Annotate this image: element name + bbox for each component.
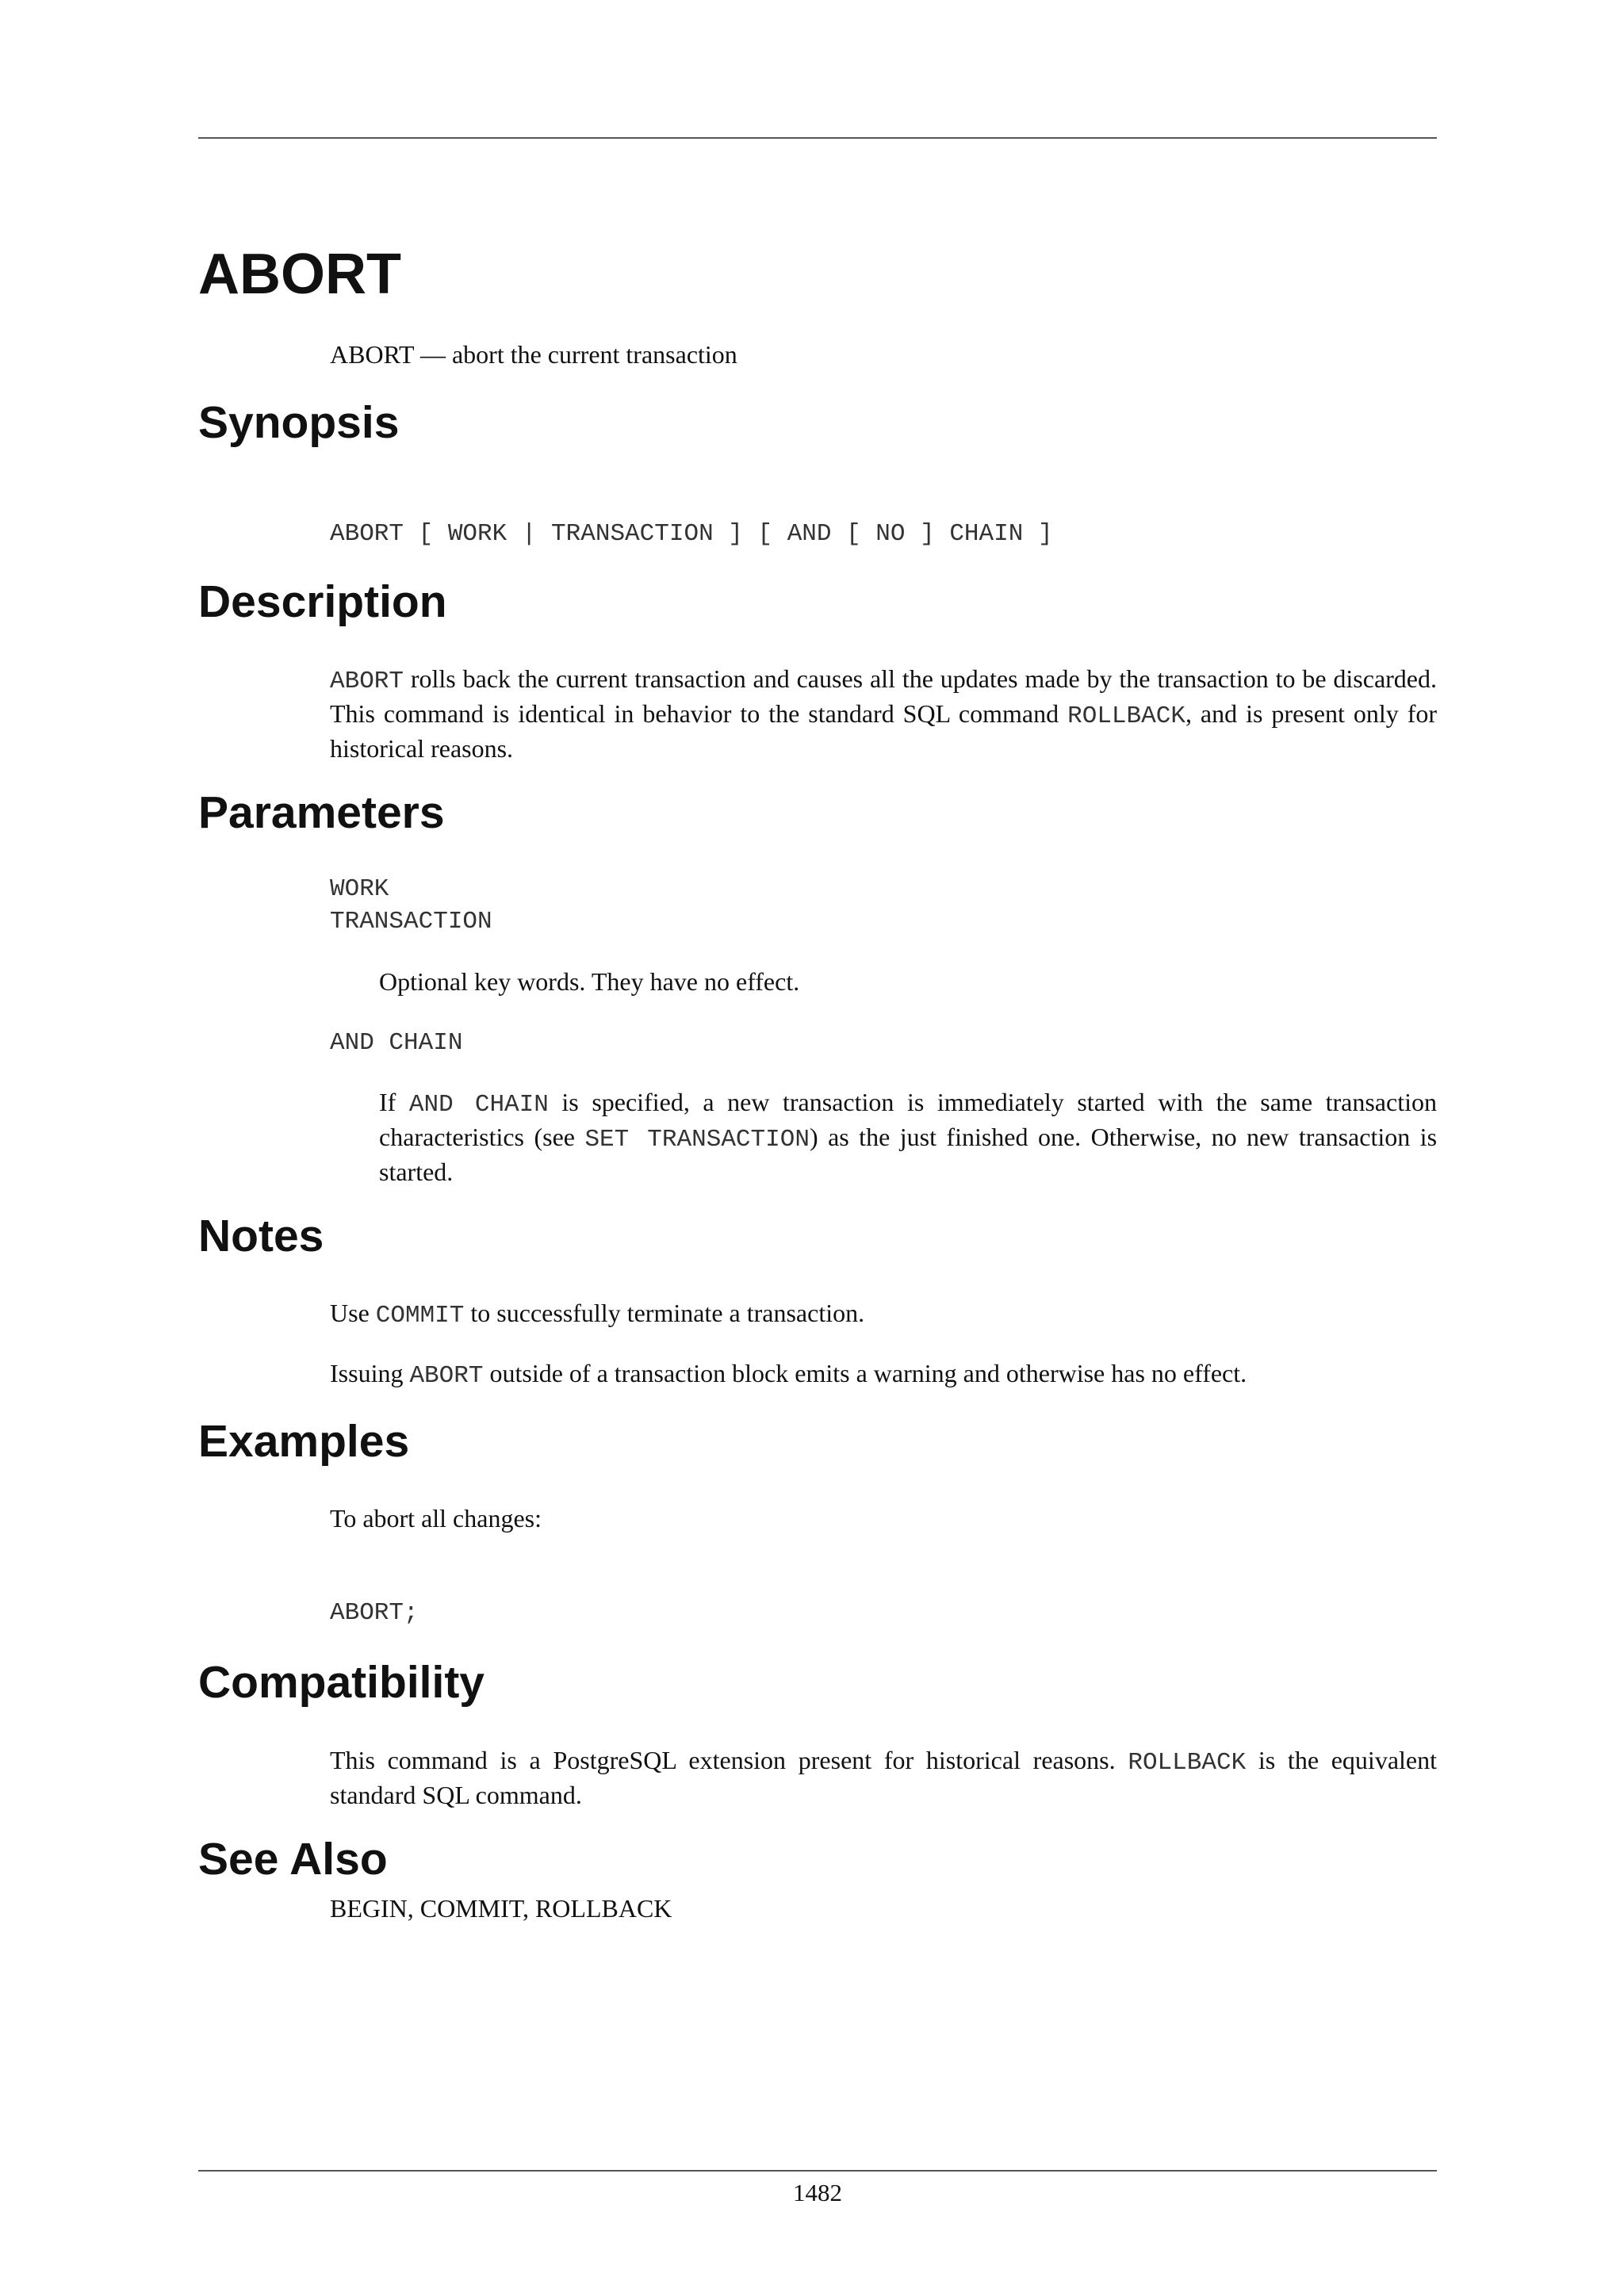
param-term-and-chain: AND CHAIN	[330, 1029, 463, 1057]
example-intro: To abort all changes:	[330, 1504, 542, 1533]
example-code: ABORT;	[330, 1599, 419, 1627]
note-abort-outside: Issuing ABORT outside of a transaction block emits a warning and otherwise has no effect.	[330, 1359, 1247, 1390]
page-number: 1482	[793, 2179, 842, 2206]
param-definition-chain: If AND CHAIN is specified, a new transaction is immediately started with the same transaction characteristics (see SET TRANSACTION) as the just finished one. Otherwise, no new transaction is started.	[379, 1088, 1438, 1186]
heading-examples: Examples	[198, 1416, 410, 1467]
footer-rule	[198, 2170, 1437, 2172]
param-term-transaction: TRANSACTION	[330, 908, 492, 936]
description-paragraph: ABORT rolls back the current transaction and causes all the updates made by the transaction to be discarded. This command is identical in behavior to the standard SQL command ROLLBACK, and is present only for historical reasons.	[330, 664, 1438, 763]
param-definition-optional: Optional key words. They have no effect.	[379, 967, 800, 996]
synopsis-code: ABORT [ WORK | TRANSACTION ] [ AND [ NO ] CHAIN ]	[330, 520, 1053, 548]
page-title: ABORT	[198, 243, 401, 306]
command-abort: ABORT	[330, 668, 404, 695]
param-term-work: WORK	[330, 875, 389, 903]
see-also-links[interactable]: BEGIN, COMMIT, ROLLBACK	[330, 1894, 672, 1923]
heading-compatibility: Compatibility	[198, 1657, 485, 1708]
link-set-transaction[interactable]: SET TRANSACTION	[584, 1126, 810, 1154]
heading-parameters: Parameters	[198, 787, 445, 838]
refpurpose: ABORT — abort the current transaction	[330, 340, 737, 369]
heading-see-also: See Also	[198, 1834, 388, 1885]
note-commit: Use COMMIT to successfully terminate a transaction.	[330, 1299, 865, 1330]
header-rule	[198, 137, 1437, 139]
heading-description: Description	[198, 576, 447, 627]
heading-synopsis: Synopsis	[198, 397, 400, 448]
link-commit[interactable]: COMMIT	[375, 1302, 465, 1330]
compatibility-paragraph: This command is a PostgreSQL extension present for historical reasons. ROLLBACK is the equivalent standard SQL command.	[330, 1746, 1438, 1809]
link-rollback[interactable]: ROLLBACK	[1067, 702, 1185, 730]
heading-notes: Notes	[198, 1211, 324, 1261]
link-rollback-compat[interactable]: ROLLBACK	[1128, 1749, 1247, 1777]
